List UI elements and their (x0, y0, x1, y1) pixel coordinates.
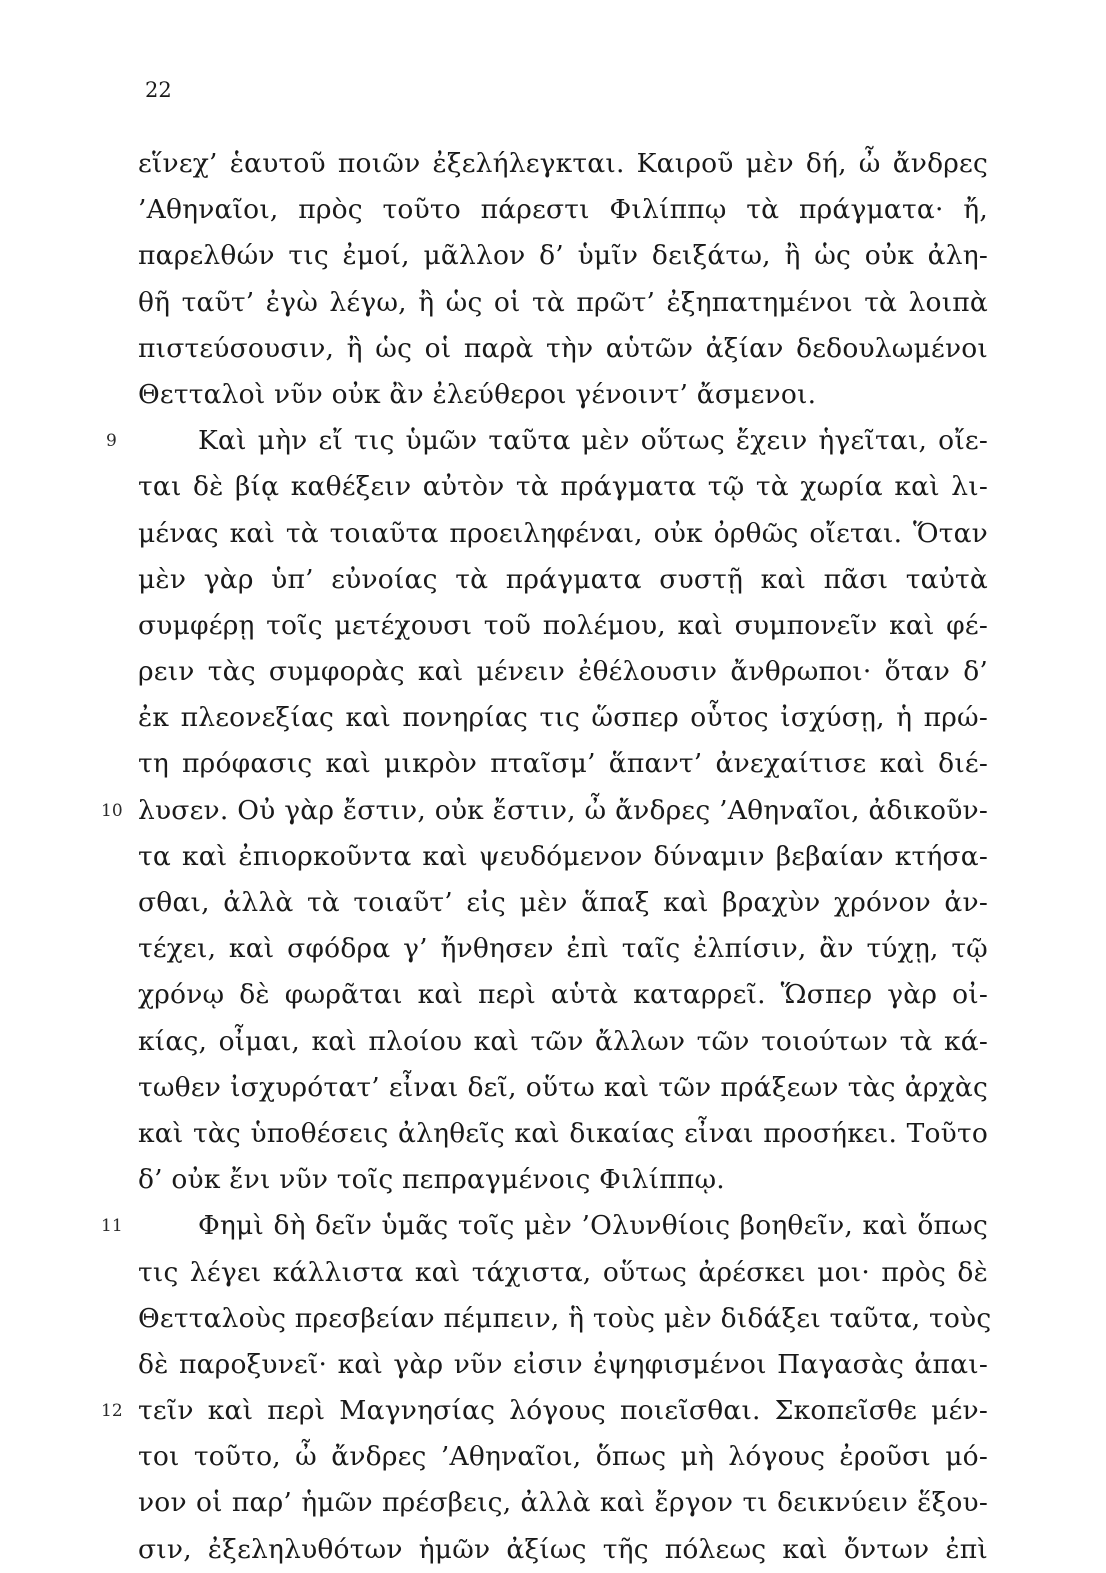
text-line: ρειν τὰς συμφορὰς καὶ μένειν ἐθέλουσιν ἄνθρωποι· ὅταν δ’ (138, 656, 988, 688)
text-line: τις λέγει κάλλιστα καὶ τάχιστα, οὕτως ἀρέσκει μοι· πρὸς δὲ (138, 1256, 988, 1288)
section-number: 9 (106, 431, 117, 452)
text-line: ’Αθηναῖοι, πρὸς τοῦτο πάρεστι Φιλίππῳ τὰ πράγματα· ἤ, (138, 194, 988, 226)
text-line: Φημὶ δὴ δεῖν ὑμᾶς τοῖς μὲν ’Ολυνθίοις βοηθεῖν, καὶ ὅπως (198, 1210, 988, 1242)
text-line: ται δὲ βίᾳ καθέξειν αὐτὸν τὰ πράγματα τῷ τὰ χωρία καὶ λι- (138, 471, 988, 503)
text-line: νον οἱ παρ’ ἡμῶν πρέσβεις, ἀλλὰ καὶ ἔργον τι δεικνύειν ἕξου- (138, 1487, 988, 1519)
text-line: τοι τοῦτο, ὦ ἄνδρες ’Αθηναῖοι, ὅπως μὴ λόγους ἐροῦσι μό- (138, 1441, 988, 1473)
text-line: δ’ οὐκ ἔνι νῦν τοῖς πεπραγμένοις Φιλίππῳ. (138, 1164, 725, 1196)
text-line: τωθεν ἰσχυρότατ’ εἶναι δεῖ, οὕτω καὶ τῶν πράξεων τὰς ἀρχὰς (138, 1071, 988, 1103)
text-line: Θετταλοὶ νῦν οὐκ ἂν ἐλεύθεροι γένοιντ’ ἄσμενοι. (138, 378, 817, 410)
text-line: πιστεύσουσιν, ἢ ὡς οἱ παρὰ τὴν αὑτῶν ἀξίαν δεδουλωμένοι (138, 332, 988, 364)
page-number: 22 (145, 78, 172, 102)
text-line: μὲν γὰρ ὑπ’ εὐνοίας τὰ πράγματα συστῇ καὶ πᾶσι ταὐτὰ (138, 563, 988, 595)
text-line: μένας καὶ τὰ τοιαῦτα προειληφέναι, οὐκ ὀρθῶς οἴεται. Ὅταν (138, 517, 988, 549)
text-line: Θετταλοὺς πρεσβείαν πέμπειν, ἣ τοὺς μὲν διδάξει ταῦτα, τοὺς (138, 1302, 992, 1334)
text-line: λυσεν. Οὐ γὰρ ἔστιν, οὐκ ἔστιν, ὦ ἄνδρες ’Αθηναῖοι, ἀδικοῦν- (138, 794, 988, 826)
text-line: σιν, ἐξεληλυθότων ἡμῶν ἀξίως τῆς πόλεως καὶ ὄντων ἐπὶ (138, 1533, 988, 1565)
numbered-line (101, 1388, 988, 1434)
paragraph-start (101, 1203, 988, 1249)
section-number: 12 (101, 1401, 123, 1422)
text-line: τα καὶ ἐπιορκοῦντα καὶ ψευδόμενον δύναμιν βεβαίαν κτήσα- (138, 840, 988, 872)
text-line: δὲ παροξυνεῖ· καὶ γὰρ νῦν εἰσιν ἐψηφισμένοι Παγασὰς ἀπαι- (138, 1348, 988, 1380)
text-line: καὶ τὰς ὑποθέσεις ἀληθεῖς καὶ δικαίας εἶναι προσήκει. Τοῦτο (138, 1117, 988, 1149)
text-line: τέχει, καὶ σφόδρα γ’ ἤνθησεν ἐπὶ ταῖς ἐλπίσιν, ἂν τύχῃ, τῷ (138, 933, 988, 965)
text-line: τεῖν καὶ περὶ Μαγνησίας λόγους ποιεῖσθαι. Σκοπεῖσθε μέν- (138, 1395, 988, 1427)
text-line: ἐκ πλεονεξίας καὶ πονηρίας τις ὥσπερ οὗτος ἰσχύσῃ, ἡ πρώ- (138, 702, 988, 734)
text-line: κίας, οἶμαι, καὶ πλοίου καὶ τῶν ἄλλων τῶν τοιούτων τὰ κά- (138, 1025, 988, 1057)
section-number: 11 (101, 1216, 123, 1237)
numbered-line (101, 788, 988, 834)
text-line: σθαι, ἀλλὰ τὰ τοιαῦτ’ εἰς μὲν ἅπαξ καὶ βραχὺν χρόνον ἀν- (138, 887, 988, 918)
text-line: χρόνῳ δὲ φωρᾶται καὶ περὶ αὑτὰ καταρρεῖ. Ὥσπερ γὰρ οἰ- (138, 979, 988, 1011)
main-text (101, 141, 992, 1573)
text-line: συμφέρῃ τοῖς μετέχουσι τοῦ πολέμου, καὶ συμπονεῖν καὶ φέ- (138, 609, 988, 641)
text-line: τη πρόφασις καὶ μικρὸν πταῖσμ’ ἅπαντ’ ἀνεχαίτισε καὶ διέ- (138, 748, 988, 780)
text-line: θῆ ταῦτ’ ἐγὼ λέγω, ἢ ὡς οἱ τὰ πρῶτ’ ἐξηπατημένοι τὰ λοιπὰ (138, 286, 988, 318)
section-number: 10 (101, 800, 123, 821)
text-line: Καὶ μὴν εἴ τις ὑμῶν ταῦτα μὲν οὕτως ἔχειν ἡγεῖται, οἴε- (198, 425, 988, 457)
text-line: παρελθών τις ἐμοί, μᾶλλον δ’ ὑμῖν δειξάτω, ἢ ὡς οὐκ ἀλη- (138, 240, 988, 272)
paragraph-start (106, 418, 988, 464)
text-line: εἵνεχ’ ἑαυτοῦ ποιῶν ἐξελήλεγκται. Καιροῦ μὲν δή, ὦ ἄνδρες (138, 148, 988, 179)
